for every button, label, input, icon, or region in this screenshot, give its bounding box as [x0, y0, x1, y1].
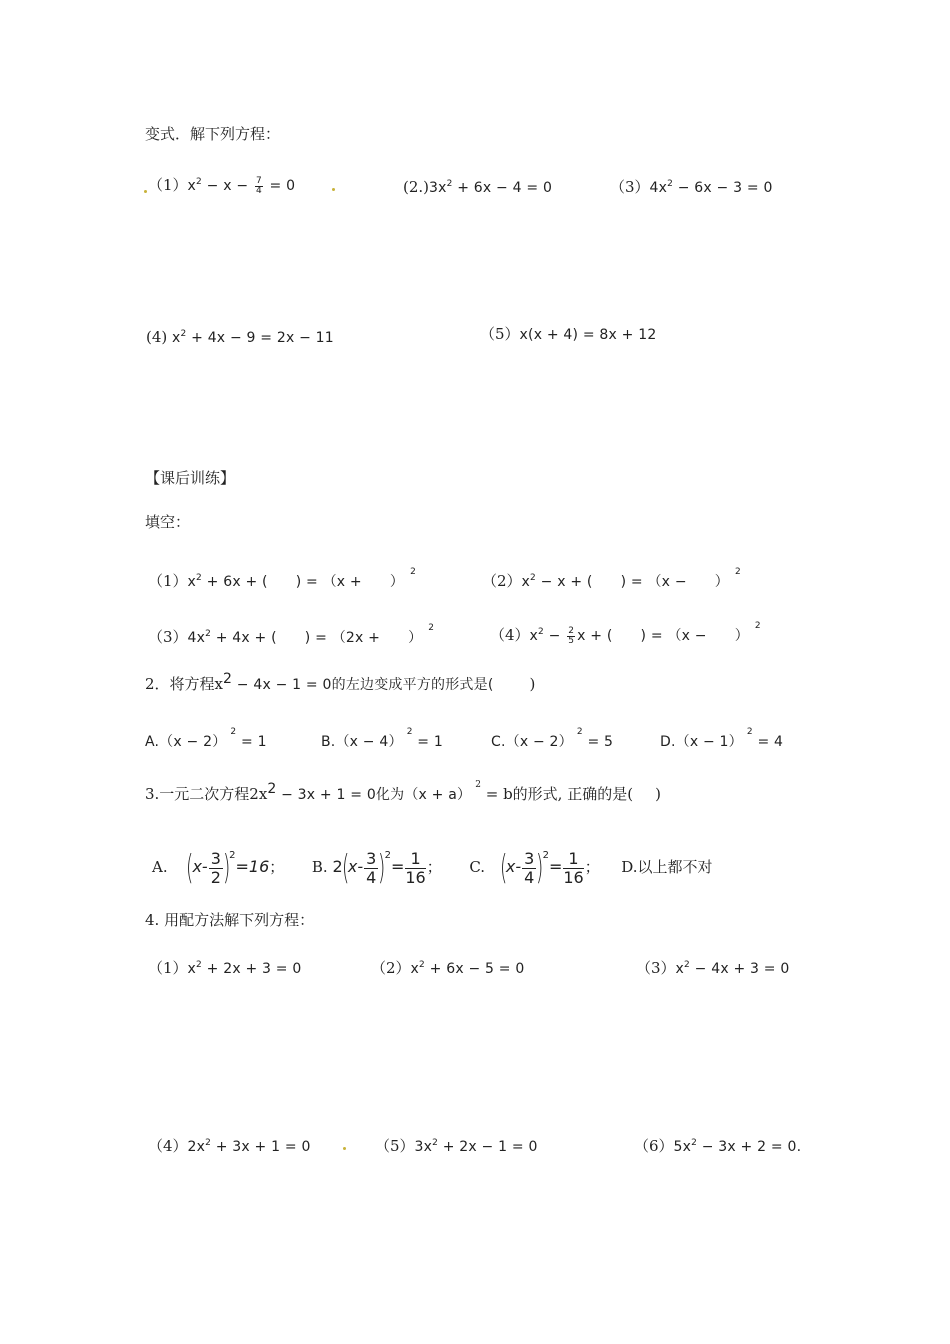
q4-equation-5: $(5)3x^2 + 2x - 1 = 0$	[375, 1137, 538, 1155]
question-2-option-b: $B.(x - 4)^2 = 1$	[321, 727, 443, 750]
option-d-text: D.以上都不对	[621, 858, 713, 876]
section-heading: 变式．解下列方程：	[145, 125, 281, 143]
option-b-label: B.	[311, 858, 328, 876]
stray-dot	[144, 190, 147, 193]
question-2-option-c: $C.(x - 2)^2 = 5$	[491, 727, 614, 750]
q4-equation-1: $(1)x^2 + 2x + 3 = 0$	[148, 959, 302, 977]
question-2-stem: 2．将方程$x^2 - 4x - 1 = 0$的左边变成平方的形式是( )	[145, 671, 536, 693]
fill-heading: 填空：	[145, 513, 191, 531]
fill-4: $(4)x^2$ − $\frac{2}{5}$ x + ( ) = $(x - )^2$	[490, 621, 761, 646]
fill-3: $(3)4x^2 + 4x$ + ( ) = $(2x + )^2$	[148, 623, 435, 646]
problem-1: $(1)x^2 - x$ − $\frac{7}{4}$ = 0	[148, 175, 296, 196]
option-c-label: C.	[469, 858, 486, 876]
problem-4: (4) $x^2 + 4x - 9 = 2x - 11$	[146, 328, 334, 346]
q4-equation-2: $(2)x^2 + 6x - 5 = 0$	[371, 959, 525, 977]
option-a-label: A.	[152, 858, 168, 876]
section-heading-practice: 【课后训练】	[145, 469, 236, 487]
stray-dot	[332, 188, 335, 191]
question-4-stem: 4. 用配方法解下列方程：	[145, 911, 315, 929]
question-3-stem: 3.一元二次方程$2x^2 - 3x + 1 = 0$化为$(x + a)^2 = b$的形式, 正确的是( )	[145, 780, 661, 803]
q4-equation-3: $(3)x^2 - 4x + 3 = 0$	[636, 959, 790, 977]
fraction: $\frac{7}{4}$	[255, 175, 262, 196]
question-2-option-d: $D.(x - 1)^2 = 4$	[660, 727, 784, 750]
question-2-option-a: $A.(x - 2)^2 = 1$	[145, 727, 267, 750]
q4-equation-6: $(6)5x^2 - 3x + 2 = 0$.	[634, 1137, 802, 1155]
fill-2: $(2)x^2 - x$ + ( ) = $(x - )^2$	[482, 567, 741, 590]
problem-3: $(3)4x^2 - 6x - 3 = 0$	[610, 178, 773, 196]
stray-dot	[343, 1147, 346, 1150]
fill-1: $(1)x^2 + 6x$ + ( ) = $(x + )^2$	[148, 567, 417, 590]
problem-2: $(2.)3x^2 + 6x - 4 = 0$	[403, 178, 553, 196]
problem-5: （5）x(x + 4) = 8x + 12	[480, 325, 657, 343]
question-3-options: A. (x- $\frac{3}{2}$ )$^2$=16； B. 2(x- $\frac{3}{4}$ )$^2$= $\frac{1}{16}$ ； C. (x- $\frac{3}{4}$ )$^2$= $\frac{1}{16}$ ； D.以上都不对	[152, 848, 713, 888]
q4-equation-4: $(4)2x^2 + 3x + 1 = 0$	[148, 1137, 311, 1155]
